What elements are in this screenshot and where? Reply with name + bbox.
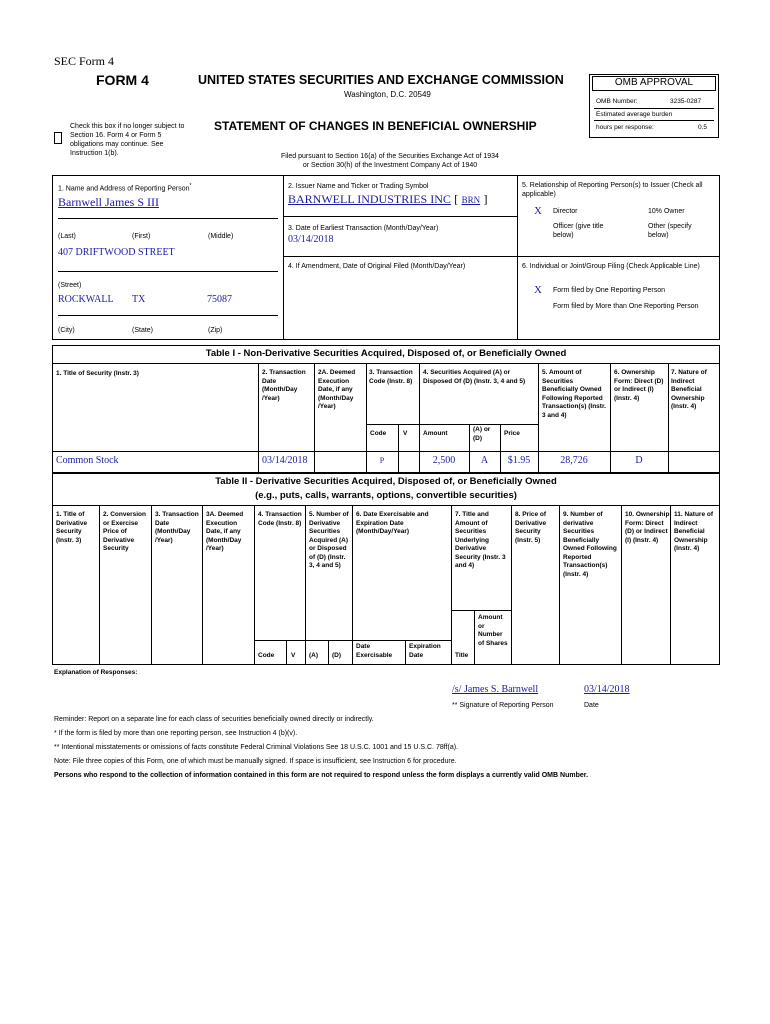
footnote-1: * If the form is filed by more than one reporting person, see Instruction 4 (b)(v). xyxy=(54,730,298,737)
footnote-4: Persons who respond to the collection of information contained in this form are not required to respond unless the form displays a currently valid OMB Number. xyxy=(54,772,589,779)
t2-vline xyxy=(621,505,622,665)
director-mark[interactable]: X xyxy=(534,205,542,217)
city-underline xyxy=(58,315,278,316)
t1-col4-header: 4. Securities Acquired (A) or Disposed Of (D) (Instr. 3, 4 and 5) xyxy=(423,369,526,385)
t2-vline xyxy=(328,640,329,665)
t1-col2-header: 2. Transaction Date (Month/Day /Year) xyxy=(262,369,306,402)
t2-col3-header: 3. Transaction Date (Month/Day /Year) xyxy=(155,511,199,544)
t1-row-amount: 2,500 xyxy=(432,455,456,466)
omb-number-value: 3235-0287 xyxy=(670,98,702,105)
street-label: (Street) xyxy=(58,282,82,289)
middle-label: (Middle) xyxy=(208,233,234,240)
omb-divider-2 xyxy=(594,120,714,121)
t1-row-price: $1.95 xyxy=(507,455,531,466)
t2-col4-header: 4. Transaction Code (Instr. 8) xyxy=(258,511,302,527)
table-2-title-divider xyxy=(52,505,720,506)
filing-one-label: Form filed by One Reporting Person xyxy=(553,287,666,294)
omb-title: OMB APPROVAL xyxy=(614,77,694,88)
city-label: (City) xyxy=(58,327,75,334)
t2-col6-header: 6. Date Exercisable and Expiration Date (Month/Day/Year) xyxy=(356,511,429,535)
footnote-2: ** Intentional misstatements or omissions of facts constitute Federal Criminal Violations See 18 U.S.C. 1001 and 15 U.S.C. 78ff(a). xyxy=(54,744,458,751)
footnote-3: Note: File three copies of this Form, one of which must be manually signed. If space is insufficient, see Instruction 6 for procedure. xyxy=(54,758,457,765)
t2-col3a-header: 3A. Deemed Execution Date, if any (Month/Day /Year) xyxy=(206,511,244,552)
commission-title: UNITED STATES SECURITIES AND EXCHANGE COMMISSION xyxy=(198,73,564,87)
t1-vline xyxy=(258,363,259,473)
grid-h-divider-2 xyxy=(283,256,720,257)
reporting-person-name[interactable]: Barnwell James S III xyxy=(58,195,159,209)
t1-price-header: Price xyxy=(504,430,520,437)
filing-more-label: Form filed by More than One Reporting Person xyxy=(553,303,699,310)
t2-amount-sub-header: Amount or Number of Shares xyxy=(478,614,508,647)
t2-d-header: (D) xyxy=(332,652,342,659)
t2-col9-header: 9. Number of derivative Securities Beneficially Owned Following Reported Transaction(s) (Instr. 4) xyxy=(563,511,617,578)
t2-a-header: (A) xyxy=(309,652,319,659)
t2-vline xyxy=(305,505,306,665)
filed-pursuant-line-2: or Section 30(h) of the Investment Company Act of 1940 xyxy=(302,162,478,169)
t2-vline xyxy=(286,640,287,665)
relationship-label: 5. Relationship of Reporting Person(s) to Issuer (Check all applicable) xyxy=(522,182,703,198)
t2-vline xyxy=(254,505,255,665)
t1-row-form: D xyxy=(635,455,643,466)
state-label: (State) xyxy=(132,327,154,334)
director-label: Director xyxy=(553,208,578,215)
t2-vline xyxy=(202,505,203,665)
t1-col2a-header: 2A. Deemed Execution Date, if any (Month/Day /Year) xyxy=(318,369,356,410)
t2-vline xyxy=(405,640,406,665)
t2-col11-header: 11. Nature of Indirect Beneficial Ownership (Instr. 4) xyxy=(674,511,714,552)
form-4-title: FORM 4 xyxy=(96,72,149,88)
sec-form-label: SEC Form 4 xyxy=(54,54,115,68)
filed-pursuant-line-1: Filed pursuant to Section 16(a) of the Securities Exchange Act of 1934 xyxy=(281,153,499,160)
street-underline xyxy=(58,271,278,272)
omb-burden-label: Estimated average burden xyxy=(596,111,673,118)
explanation-of-responses: Explanation of Responses: xyxy=(54,669,138,676)
officer-label: Officer (give title below) xyxy=(553,223,604,239)
t1-vline xyxy=(668,363,669,473)
t2-col5-header: 5. Number of Derivative Securities Acquired (A) or Disposed of (D) (Instr. 3, 4 and 5) xyxy=(309,511,349,569)
t1-row-owned: 28,726 xyxy=(560,455,588,466)
ticker-bracket-close: ] xyxy=(483,192,488,206)
t2-sub-divider xyxy=(451,610,511,611)
t2-vline xyxy=(151,505,152,665)
t1-amount-header: Amount xyxy=(423,430,448,437)
t1-row-code: P xyxy=(379,456,385,465)
t2-col1-header: 1. Title of Derivative Security (Instr. 3) xyxy=(56,511,88,544)
t2-col2-header: 2. Conversion or Exercise Price of Derivative Security xyxy=(103,511,146,552)
ticker-bracket-open: [ xyxy=(454,192,459,206)
grid-divider-1 xyxy=(283,175,284,340)
omb-hours-label: hours per response: xyxy=(596,124,654,131)
t1-aord-header: (A) or (D) xyxy=(473,426,491,442)
street-value: 407 DRIFTWOOD STREET xyxy=(58,247,175,258)
zip-value: 75087 xyxy=(207,294,232,305)
t1-row-date: 03/14/2018 xyxy=(262,455,308,466)
commission-location: Washington, D.C. 20549 xyxy=(344,90,431,99)
grid-h-divider-1 xyxy=(283,216,517,217)
signature-date[interactable]: 03/14/2018 xyxy=(584,684,630,695)
signature-label: ** Signature of Reporting Person xyxy=(452,702,554,709)
t1-col1-header: 1. Title of Security (Instr. 3) xyxy=(56,370,139,377)
t2-title-sub-header: Title xyxy=(455,652,469,659)
grid-divider-2 xyxy=(517,175,518,340)
t1-row-title: Common Stock xyxy=(56,455,119,466)
table-2-subtitle: (e.g., puts, calls, warrants, options, convertible securities) xyxy=(255,490,517,501)
ten-percent-owner-label: 10% Owner xyxy=(648,208,685,215)
table-1 xyxy=(52,345,720,473)
t2-date-exercisable-header: Date Exercisable xyxy=(356,643,393,659)
t2-vline xyxy=(352,505,353,665)
table-1-title-divider xyxy=(52,363,720,364)
table-1-title: Table I - Non-Derivative Securities Acquired, Disposed of, or Beneficially Owned xyxy=(205,348,567,359)
first-label: (First) xyxy=(132,233,151,240)
filing-one-mark[interactable]: X xyxy=(534,284,542,296)
city-value: ROCKWALL xyxy=(58,294,114,305)
earliest-transaction-label: 3. Date of Earliest Transaction (Month/Day/Year) xyxy=(288,225,439,232)
no-longer-subject-checkbox[interactable] xyxy=(54,123,64,153)
t2-col7-header: 7. Title and Amount of Securities Underlying Derivative Security (Instr. 3 and 4) xyxy=(455,511,506,569)
t2-vline xyxy=(474,610,475,665)
t1-col7-header: 7. Nature of Indirect Beneficial Ownership (Instr. 4) xyxy=(671,369,707,410)
state-value: TX xyxy=(132,294,146,305)
t2-sub-divider xyxy=(254,640,451,641)
reporting-person-label: 1. Name and Address of Reporting Person* xyxy=(58,183,192,193)
last-label: (Last) xyxy=(58,233,76,240)
t1-vline xyxy=(314,363,315,473)
omb-divider-1 xyxy=(594,108,714,109)
table-2-title: Table II - Derivative Securities Acquired, Disposed of, or Beneficially Owned xyxy=(215,476,557,487)
issuer-ticker[interactable]: BRN xyxy=(461,195,481,205)
table-1-header-divider xyxy=(52,451,720,452)
t1-col3-header: 3. Transaction Code (Instr. 8) xyxy=(369,369,413,385)
issuer-name-row xyxy=(288,192,487,207)
t1-row-aord: A xyxy=(480,455,489,466)
name-underline xyxy=(58,218,278,219)
t1-v-header: V xyxy=(403,430,408,437)
omb-number-label: OMB Number: xyxy=(596,98,638,105)
filing-type-label: 6. Individual or Joint/Group Filing (Check Applicable Line) xyxy=(522,263,700,270)
t2-expiration-header: Expiration Date xyxy=(409,643,441,659)
t2-vline xyxy=(451,505,452,665)
t1-col6-header: 6. Ownership Form: Direct (D) or Indirect (I) (Instr. 4) xyxy=(614,369,664,402)
omb-hours-value: 0.5 xyxy=(698,124,708,131)
t2-col10-header: 10. Ownership Form: Direct (D) or Indirect (I) (Instr. 4) xyxy=(625,511,670,544)
t2-col8-header: 8. Price of Derivative Security (Instr. 5) xyxy=(515,511,547,544)
reminder-text: Reminder: Report on a separate line for each class of securities beneficially owned directly or indirectly. xyxy=(54,716,374,723)
t2-vline xyxy=(99,505,100,665)
signature[interactable]: /s/ James S. Barnwell xyxy=(452,684,539,695)
t2-code-header: Code xyxy=(258,652,275,659)
checkbox-instruction-text: Check this box if no longer subject to Section 16. Form 4 or Form 5 obligations may continue. See Instruction 1(b). xyxy=(70,123,185,157)
issuer-name[interactable]: BARNWELL INDUSTRIES INC xyxy=(288,192,451,206)
t2-v-header: V xyxy=(291,652,296,659)
amendment-label: 4. If Amendment, Date of Original Filed (Month/Day/Year) xyxy=(288,263,466,270)
date-label: Date xyxy=(584,702,599,709)
t1-vline xyxy=(398,424,399,473)
t1-col5-header: 5. Amount of Securities Beneficially Owned Following Reported Transaction(s) (Instr. 3 and 4) xyxy=(542,369,606,419)
zip-label: (Zip) xyxy=(208,327,223,334)
statement-title: STATEMENT OF CHANGES IN BENEFICIAL OWNERSHIP xyxy=(214,119,537,133)
t2-vline xyxy=(559,505,560,665)
t2-vline xyxy=(511,505,512,665)
t1-code-header: Code xyxy=(370,430,387,437)
t1-sub-divider xyxy=(366,424,538,425)
earliest-transaction-date: 03/14/2018 xyxy=(288,234,334,245)
other-label: Other (specify below) xyxy=(648,223,692,239)
issuer-label: 2. Issuer Name and Ticker or Trading Symbol xyxy=(288,183,429,190)
t2-vline xyxy=(670,505,671,665)
